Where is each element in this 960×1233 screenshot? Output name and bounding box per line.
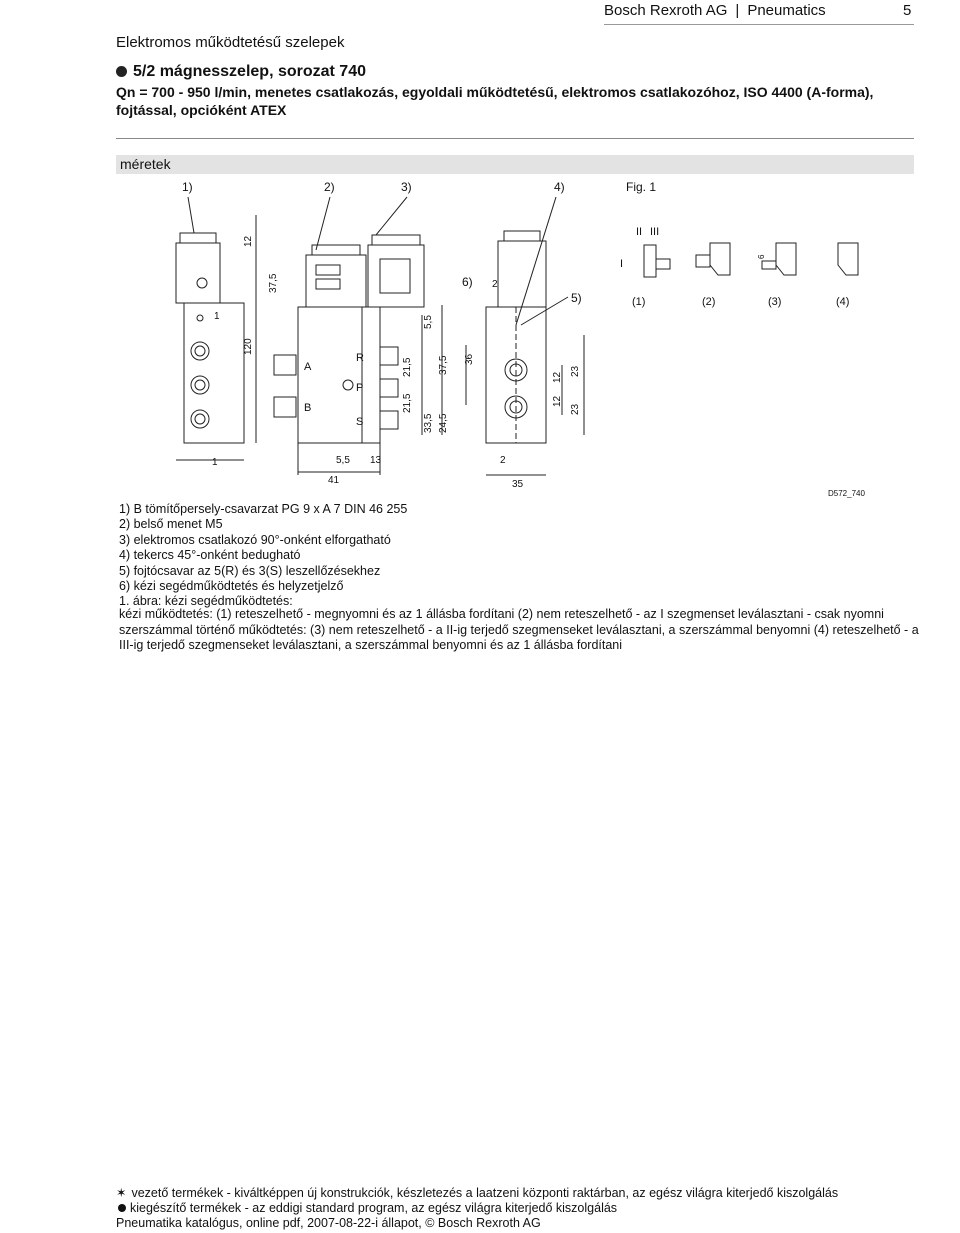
port-inner: [195, 380, 205, 390]
product-title: 5/2 mágnesszelep, sorozat 740: [133, 63, 366, 80]
position-2: (2): [702, 296, 716, 308]
dimensions-label: méretek: [120, 156, 171, 172]
callout-6: 6): [462, 275, 473, 289]
manual-operation-text: kézi működtetés: (1) reteszelhető - megnyomni és az 1 állásba fordítani (2) nem reteszelhető - az I szegmenset leválasztani - csak nyomni szerszámmal történő működtetés: (3) nem reteszelhető - a II-ig terjedő szegmenseket leválasztani, a szerszámmal benyomni (4) reteszelhető - a III-ig terjedő szegmenseket leválasztani, a szerszámmal benyomni és az 1 állásba fordítani: [119, 607, 919, 653]
dim-23-b: 23: [570, 403, 581, 415]
dim-35: 35: [512, 479, 524, 490]
page-number: 5: [903, 2, 912, 19]
override-1: [644, 245, 656, 277]
fitting-P: [380, 379, 398, 397]
product-title-row: [116, 63, 366, 81]
dim-37-5: 37,5: [268, 273, 279, 293]
port-circle: [191, 376, 209, 394]
legend-leading-products: [116, 1186, 838, 1201]
legend-dot-text: kiegészítő termékek - az eddigi standard program, az egész világra kiterjedő kiszolgálás: [130, 1201, 618, 1216]
note-item: 5) fojtócsavar az 5(R) és 3(S) leszellőzésekhez: [119, 563, 381, 578]
notes-list: [119, 502, 407, 610]
port-S: S: [356, 416, 364, 428]
override-2: [710, 243, 730, 275]
port-circle: [191, 342, 209, 360]
override-2-pin: [696, 255, 710, 267]
header-separator: |: [735, 2, 740, 19]
bullet-icon: [116, 66, 127, 77]
dim-33-5: 33,5: [423, 413, 434, 433]
port-inner: [195, 346, 205, 356]
header-category: Pneumatics: [747, 2, 826, 19]
leader-line: [316, 197, 330, 250]
label-plate: [316, 265, 340, 275]
dim-6: 6: [757, 254, 766, 259]
override-4: [838, 243, 858, 275]
note-item: 2) belső menet M5: [119, 517, 223, 532]
callout-2: 2): [324, 180, 335, 194]
coil-window: [380, 259, 410, 293]
dim-12-a: 12: [552, 371, 563, 383]
throttle-R: [380, 347, 398, 365]
note-item: 1. ábra: kézi segédműködtetés:: [119, 594, 293, 609]
port-B: B: [304, 402, 312, 414]
dim-13: 13: [370, 455, 382, 466]
drawing-id: D572_740: [828, 489, 865, 498]
port-A: A: [304, 361, 312, 373]
coil-cap: [372, 235, 420, 245]
segment-III: III: [650, 226, 660, 238]
dim-12-b: 12: [552, 395, 563, 407]
gland-cap: [180, 233, 216, 243]
position-4: (4): [836, 296, 850, 308]
label-plate: [316, 279, 340, 289]
dim-23-a: 23: [570, 365, 581, 377]
valve-body-front: [298, 307, 362, 443]
coil-cap-side: [504, 231, 540, 241]
dim-2-bottom: 2: [500, 455, 506, 466]
header-brand: [604, 2, 826, 19]
dim-36: 36: [464, 353, 475, 365]
port-R: R: [356, 352, 364, 364]
header-rule: [604, 24, 914, 25]
dim-21-5-b: 21,5: [402, 393, 413, 413]
callout-1: 1): [182, 180, 193, 194]
override-3: [776, 243, 796, 275]
dim-2-top: 2: [492, 279, 498, 290]
leader-line: [516, 197, 556, 325]
connector-cap: [312, 245, 360, 255]
screw: [343, 380, 353, 390]
fitting: [274, 397, 296, 417]
section-title: Elektromos működtetésű szelepek: [116, 34, 345, 51]
fitting: [274, 355, 296, 375]
dimensions-bar: [116, 155, 914, 174]
catalog-line: Pneumatika katalógus, online pdf, 2007-08-22-i állapot, © Bosch Rexroth AG: [116, 1216, 541, 1231]
dim-1-bottom: 1: [212, 457, 218, 468]
position-3: (3): [768, 296, 782, 308]
leader-line: [521, 297, 568, 325]
throttle-S: [380, 411, 398, 429]
dim-5-5-v: 5,5: [423, 315, 434, 329]
divider: [116, 138, 914, 139]
footer: [116, 1186, 838, 1232]
dim-37-5-v: 37,5: [438, 355, 449, 375]
override-3-pin: [762, 261, 776, 269]
callout-3: 3): [401, 180, 412, 194]
dot-icon: [118, 1204, 126, 1212]
note-item: 1) B tömítőpersely-csavarzat PG 9 x A 7 DIN 46 255: [119, 502, 408, 516]
leader-line: [376, 197, 407, 235]
coil-body: [176, 243, 220, 303]
connector-body: [306, 255, 366, 307]
legend-star-text: vezető termékek - kiváltképpen új konstrukciók, készletezés a laatzeni központi raktárban, az egész világra kiterjedő kiszolgálás: [131, 1186, 839, 1200]
note-item: 4) tekercs 45°-onként bedugható: [119, 548, 301, 563]
note-item: 3) elektromos csatlakozó 90°-onként elforgatható: [119, 532, 391, 547]
valve-body-side: [184, 303, 244, 443]
valve-body-front-right: [362, 307, 380, 443]
dim-5-5: 5,5: [336, 455, 350, 466]
callout-5: 5): [571, 291, 582, 305]
callout-4: 4): [554, 180, 565, 194]
dim-12: 12: [243, 235, 254, 247]
coil: [368, 245, 424, 307]
position-1: (1): [632, 296, 646, 308]
screw: [197, 278, 207, 288]
product-description: Qn = 700 - 950 l/min, menetes csatlakozás, egyoldali működtetésű, elektromos csatlakozóhoz, ISO 4400 (A-forma), fojtással, opcióként ATEX: [116, 84, 874, 118]
technical-drawing: [116, 175, 916, 505]
port-P: P: [356, 382, 364, 394]
star-icon: ✶: [116, 1186, 127, 1200]
legend-supplementary-products: [116, 1201, 838, 1216]
segment-II: II: [636, 226, 643, 238]
port-inner: [195, 414, 205, 424]
port-circle: [191, 410, 209, 428]
dim-41: 41: [328, 475, 340, 486]
dim-1-inner: 1: [214, 311, 220, 322]
note-item: 6) kézi segédműködtetés és helyzetjelző: [119, 579, 344, 594]
brand-name: Bosch Rexroth AG: [604, 2, 728, 19]
leader-line: [188, 197, 194, 233]
dim-21-5-a: 21,5: [402, 357, 413, 377]
fig-label: Fig. 1: [626, 180, 657, 194]
dim-120: 120: [243, 338, 254, 355]
segment-I: I: [620, 258, 624, 270]
mount-hole: [197, 315, 203, 321]
dim-24-5: 24,5: [438, 413, 449, 433]
override-1-pin: [656, 259, 670, 269]
